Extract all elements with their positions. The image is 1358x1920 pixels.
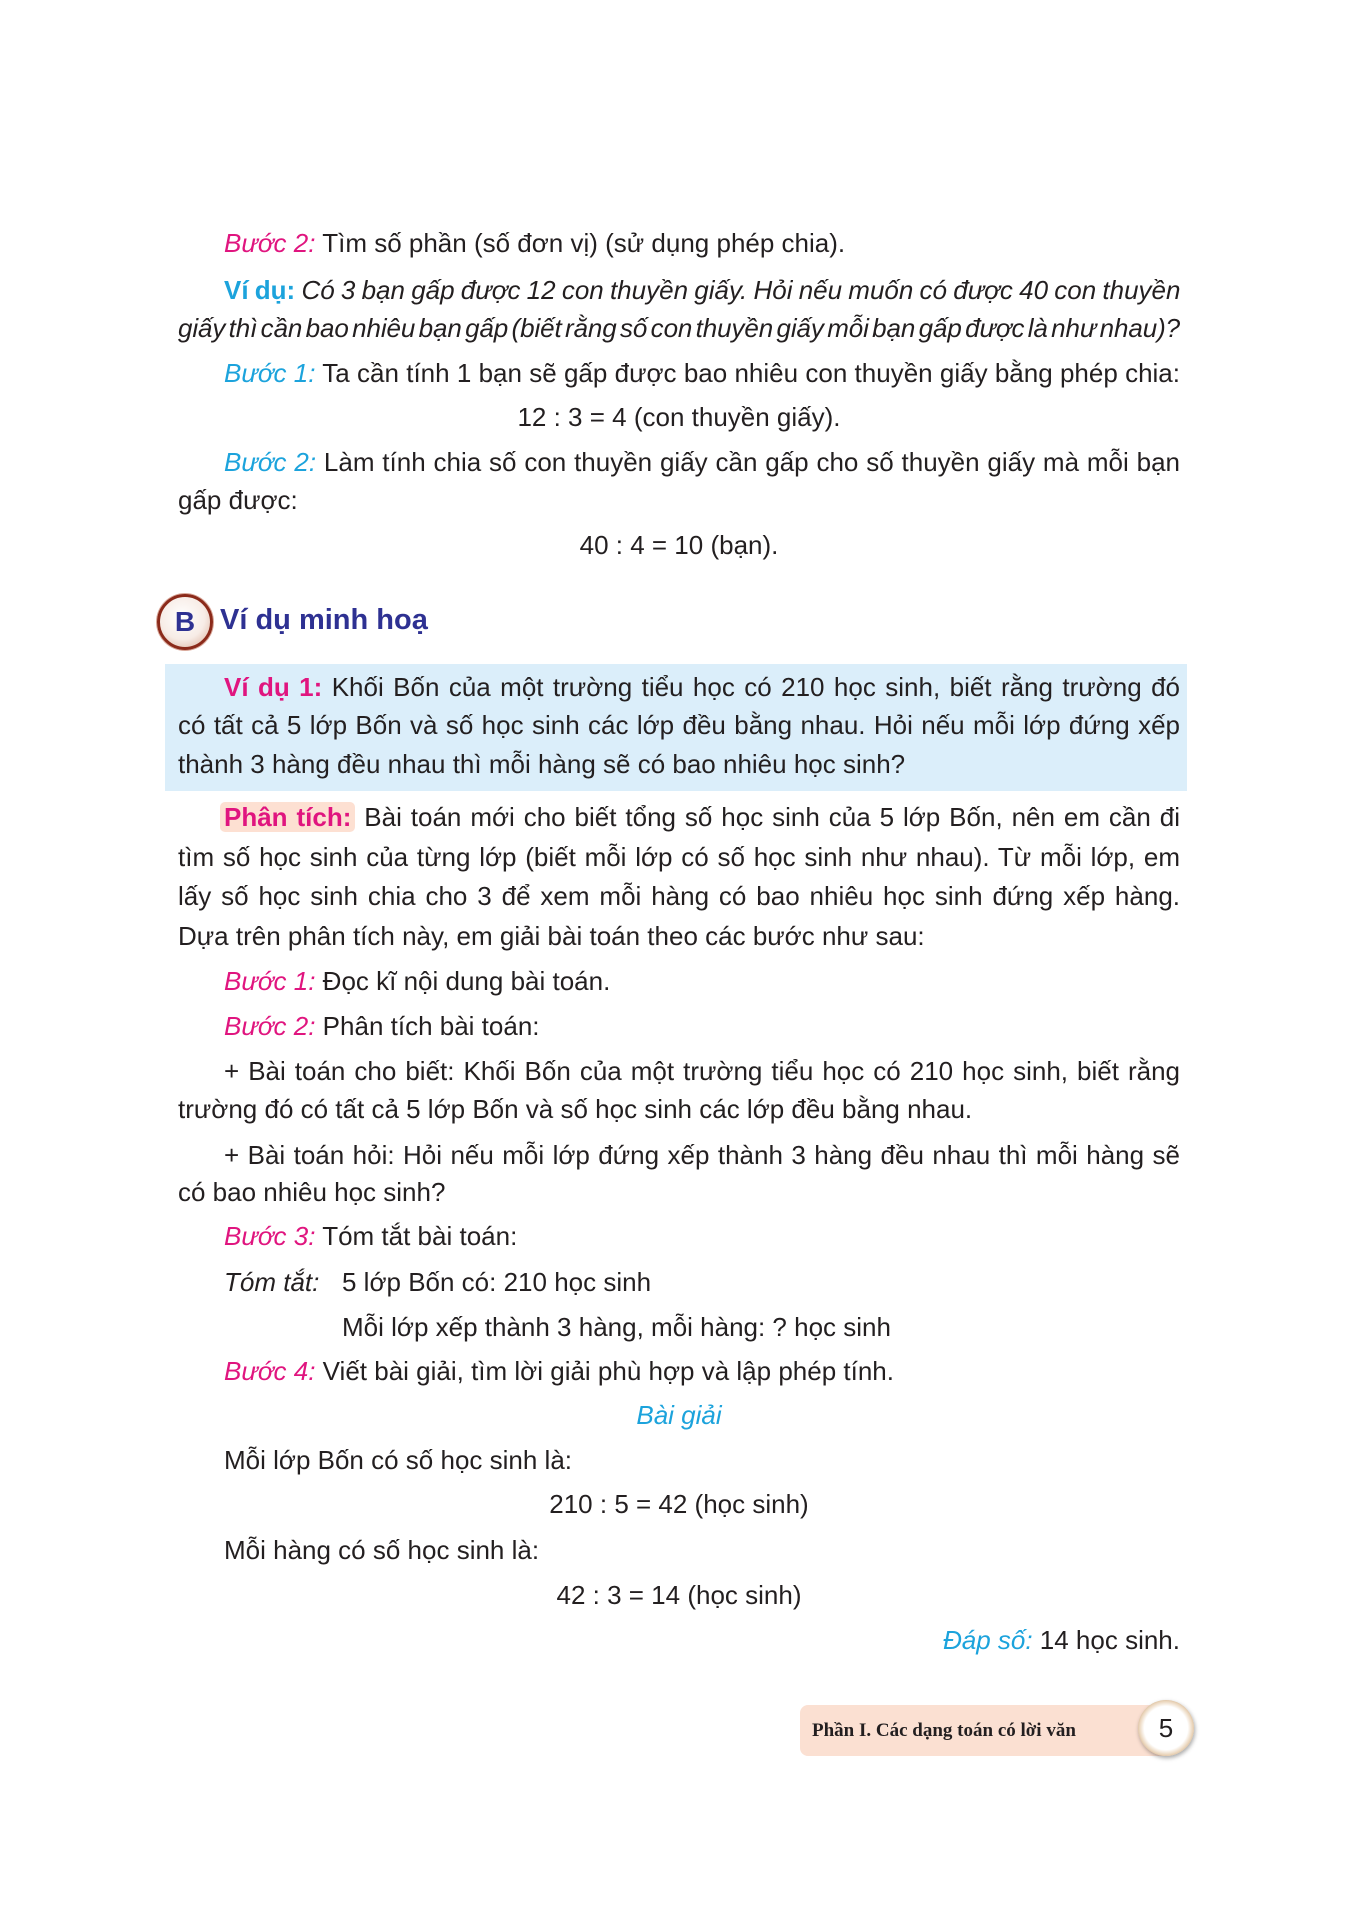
step-label: Bước 3: — [224, 1221, 316, 1251]
ex-step2-line-2: gấp được: — [178, 485, 298, 515]
step-text: Viết bài giải, tìm lời giải phù hợp và lập phép tính. — [315, 1356, 894, 1386]
step-text: Tóm tắt bài toán: — [315, 1221, 518, 1251]
step3-line — [224, 1216, 1180, 1256]
problem-text: Khối Bốn của một trường tiểu học có 210 học sinh, biết rằng trường đó — [322, 672, 1180, 702]
step-text: Làm tính chia số con thuyền giấy cần gấp cho số thuyền giấy mà mỗi bạn — [316, 447, 1180, 477]
answer-label: Đáp số: — [942, 1625, 1033, 1655]
page-number: 5 — [1138, 1700, 1194, 1756]
analysis-label: Phân tích: — [220, 802, 355, 832]
solution-title: Bài giải — [636, 1400, 722, 1430]
step-text: Tìm số phần (số đơn vị) (sử dụng phép chia). — [315, 228, 846, 258]
step2-line — [224, 1006, 1180, 1046]
step-text: Đọc kĩ nội dung bài toán. — [315, 966, 611, 996]
section-title: Ví dụ minh hoạ — [220, 604, 428, 636]
section-badge: B — [157, 594, 213, 650]
analysis-line-2: tìm số học sinh của từng lớp (biết mỗi lớp có số học sinh như nhau). Từ mỗi lớp, em — [178, 842, 1180, 872]
step-text: Phân tích bài toán: — [315, 1011, 540, 1041]
step-label: Bước 4: — [224, 1356, 316, 1386]
solution-line-1: Mỗi lớp Bốn có số học sinh là: — [224, 1445, 573, 1475]
solution-calc-2: 42 : 3 = 14 (học sinh) — [556, 1580, 802, 1610]
solution-line-2: Mỗi hàng có số học sinh là: — [224, 1535, 540, 1565]
example-label: Ví dụ: — [224, 275, 296, 305]
calc-line: 12 : 3 = 4 (con thuyền giấy). — [517, 402, 841, 432]
step-label: Bước 1: — [224, 358, 316, 388]
problem-line-2: có tất cả 5 lớp Bốn và số học sinh các lớp đều bằng nhau. Hỏi nếu mỗi lớp đứng xếp — [178, 710, 1180, 740]
step-label: Bước 2: — [224, 228, 316, 258]
given-line-2: trường đó có tất cả 5 lớp Bốn và số học sinh các lớp đều bằng nhau. — [178, 1094, 973, 1124]
example-line-2: giấy thì cần bao nhiêu bạn gấp (biết rằng số con thuyền giấy mỗi bạn gấp được là như nhau)? — [178, 313, 1180, 343]
problem-label: Ví dụ 1: — [224, 672, 323, 702]
solution-calc-1: 210 : 5 = 42 (học sinh) — [549, 1489, 809, 1519]
step-label: Bước 2: — [224, 447, 317, 477]
step2-line — [224, 223, 1180, 263]
step-text: Ta cần tính 1 bạn sẽ gấp được bao nhiêu con thuyền giấy bằng phép chia: — [315, 358, 1180, 388]
analysis-line-3: lấy số học sinh chia cho 3 để xem mỗi hàng có bao nhiêu học sinh đứng xếp hàng. — [178, 881, 1180, 911]
example-text: Có 3 bạn gấp được 12 con thuyền giấy. Hỏi nếu muốn có được 40 con thuyền — [295, 275, 1181, 305]
step4-line — [224, 1351, 1180, 1391]
step-label: Bước 2: — [224, 1011, 316, 1041]
ask-line-2: có bao nhiêu học sinh? — [178, 1177, 446, 1207]
example-line-1 — [224, 270, 1180, 310]
summary-line-2: Mỗi lớp xếp thành 3 hàng, mỗi hàng: ? học sinh — [342, 1312, 891, 1342]
analysis-line-4: Dựa trên phân tích này, em giải bài toán theo các bước như sau: — [178, 921, 925, 951]
problem-line-1 — [224, 667, 1180, 707]
analysis-line-1 — [224, 797, 1180, 837]
ask-line-1: + Bài toán hỏi: Hỏi nếu mỗi lớp đứng xếp thành 3 hàng đều nhau thì mỗi hàng sẽ — [224, 1140, 1180, 1170]
calc-line: 40 : 4 = 10 (bạn). — [579, 530, 779, 560]
step-label: Bước 1: — [224, 966, 316, 996]
footer-chapter: Phần I. Các dạng toán có lời văn — [812, 1720, 1076, 1741]
ex-step2-line-1 — [224, 442, 1180, 482]
answer-line — [178, 1620, 1180, 1660]
summary-line-1: 5 lớp Bốn có: 210 học sinh — [342, 1267, 652, 1297]
problem-line-3: thành 3 hàng đều nhau thì mỗi hàng sẽ có bao nhiêu học sinh? — [178, 749, 906, 779]
ex-step1-line — [224, 353, 1180, 393]
given-line-1: + Bài toán cho biết: Khối Bốn của một trường tiểu học có 210 học sinh, biết rằng — [224, 1056, 1180, 1086]
step1-line — [224, 961, 1180, 1001]
answer-text: 14 học sinh. — [1032, 1625, 1180, 1655]
analysis-text: Bài toán mới cho biết tổng số học sinh của 5 lớp Bốn, nên em cần đi — [355, 802, 1181, 832]
summary-label: Tóm tắt: — [224, 1267, 320, 1297]
